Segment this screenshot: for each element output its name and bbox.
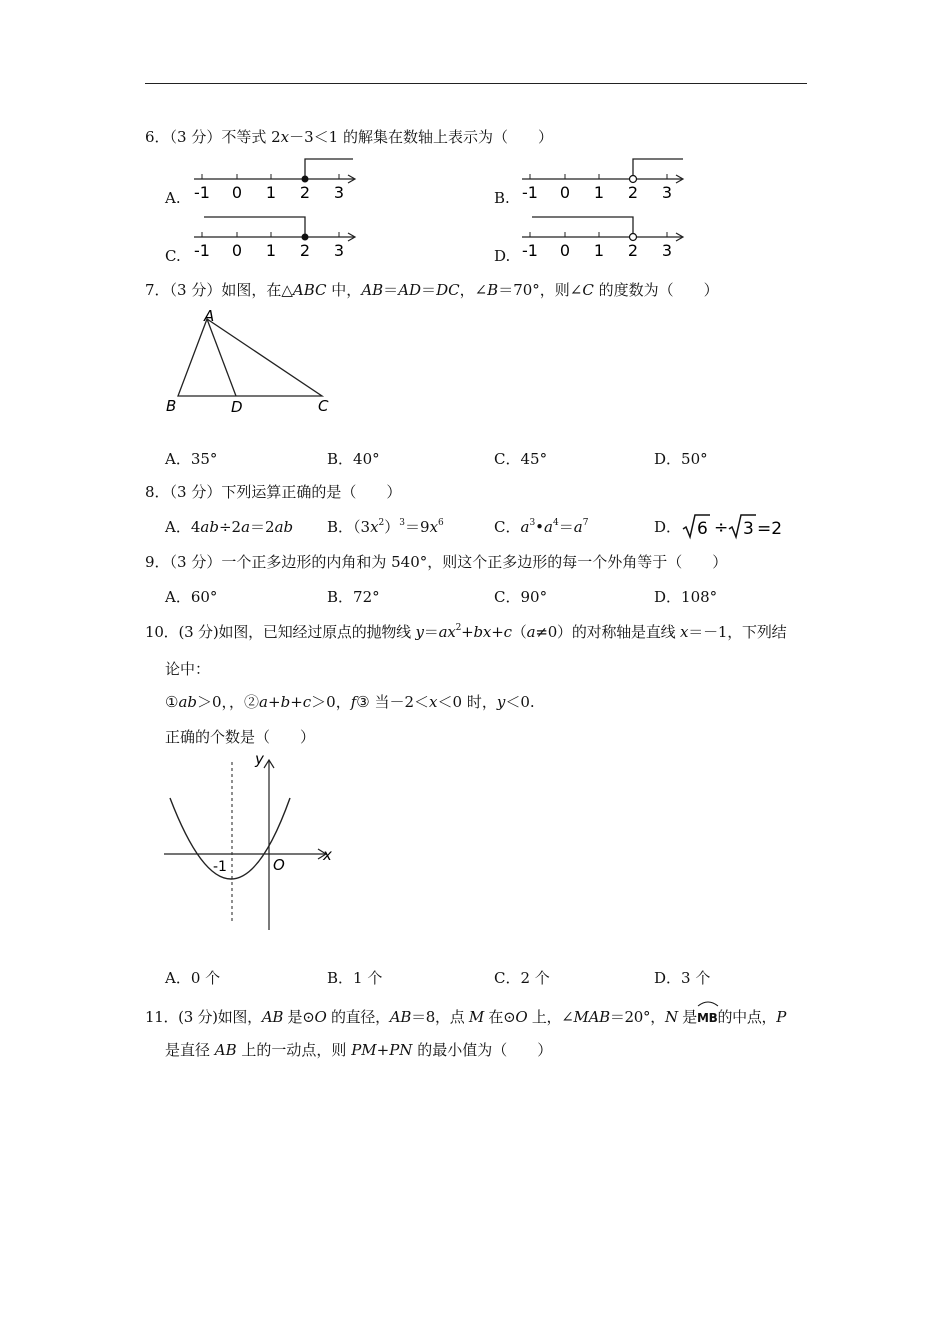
q6-number-line-b bbox=[518, 150, 693, 202]
q6-number-line-c bbox=[190, 208, 365, 260]
vertex-b-label: B bbox=[166, 397, 177, 415]
parabola-curve bbox=[170, 798, 290, 879]
tick-label: 3 bbox=[333, 183, 345, 202]
q10-option-c: C．2 个 bbox=[494, 969, 550, 987]
tick-label: 0 bbox=[559, 241, 571, 260]
tick-label: 2 bbox=[299, 241, 311, 260]
q6-stem: 6．（3 分）不等式 2x－3＜1 的解集在数轴上表示为（ ） bbox=[145, 128, 553, 146]
q8-option-d: D． bbox=[654, 518, 682, 536]
tick-label: -1 bbox=[522, 241, 538, 260]
tick-label: 1 bbox=[265, 183, 277, 202]
q7-option-d: D．50° bbox=[654, 450, 708, 468]
q8-option-b: B．$(3x^2)^3=9x^6$ bbox=[327, 518, 444, 536]
header-rule bbox=[145, 83, 807, 84]
q10-option-d: D．3 个 bbox=[654, 969, 711, 987]
tick-label: 2 bbox=[627, 183, 639, 202]
q6-number-line-a bbox=[190, 150, 365, 202]
q10-stem-line-2: 论中： bbox=[165, 660, 211, 678]
tick-label: 3 bbox=[333, 241, 345, 260]
tick-label: -1 bbox=[194, 183, 210, 202]
tick-label: -1 bbox=[522, 183, 538, 202]
q8-stem: 8．（3 分）下列运算正确的是（ ） bbox=[145, 483, 402, 501]
arc-mb: MB bbox=[697, 1003, 718, 1028]
tick-label: 1 bbox=[593, 183, 605, 202]
tick-label: -1 bbox=[213, 859, 227, 875]
q6-option-a-label: A. bbox=[165, 189, 181, 207]
q9-option-b: B．72° bbox=[327, 588, 380, 606]
vertex-a-label: A bbox=[204, 307, 215, 325]
vertex-c-label: C bbox=[318, 397, 329, 415]
tick-label: 1 bbox=[593, 241, 605, 260]
q7-stem: 7．（3 分）如图，在△ABC 中，AB＝AD＝DC，∠B＝70°，则∠C 的度数为（ ） bbox=[145, 281, 719, 299]
q7-option-b: B．40° bbox=[327, 450, 380, 468]
q10-stem: 10．(3 分)如图，已知经过原点的抛物线 $y=ax^2+bx+c(a\ne 0)$的对称轴是直线 x＝－1，下列结 bbox=[145, 623, 787, 641]
q10-option-b: B．1 个 bbox=[327, 969, 383, 987]
q10-statements: ①ab＞0，，②a+b+c＞0，f③ 当－2＜x＜0 时，y＜0. bbox=[165, 693, 535, 711]
radicand: 3 bbox=[743, 519, 754, 539]
q10-parabola-graph bbox=[160, 750, 340, 935]
y-axis-label: y bbox=[255, 750, 264, 768]
result: =2 bbox=[757, 519, 782, 539]
tick-label: 0 bbox=[559, 183, 571, 202]
radicand: 6 bbox=[697, 519, 708, 539]
tick-label: 0 bbox=[231, 241, 243, 260]
q7-option-a: A．35° bbox=[165, 450, 218, 468]
q8-option-c: C．$a^3•a^4=a^7$ bbox=[494, 518, 589, 536]
tick-label: 1 bbox=[265, 241, 277, 260]
divide-sign: ÷ bbox=[714, 518, 729, 538]
q7-option-c: C．45° bbox=[494, 450, 548, 468]
q10-option-a: A．0 个 bbox=[165, 969, 221, 987]
vertex-d-label: D bbox=[231, 398, 243, 416]
q8-option-d-sqrt-expression bbox=[680, 512, 782, 540]
tick-label: 3 bbox=[661, 183, 673, 202]
tick-label: 0 bbox=[231, 183, 243, 202]
x-axis-label: x bbox=[323, 846, 332, 864]
tick-label: 2 bbox=[627, 241, 639, 260]
q11-stem-line-2: 是直径 AB 上的一动点，则 PM+PN 的最小值为（ ） bbox=[165, 1041, 553, 1059]
q6-option-b-label: B. bbox=[494, 189, 510, 207]
q6-number-line-d bbox=[518, 208, 693, 260]
q10-count-prompt: 正确的个数是（ ） bbox=[165, 728, 316, 746]
tick-label: 3 bbox=[661, 241, 673, 260]
q6-option-d-label: D. bbox=[494, 247, 511, 265]
q9-option-a: A．60° bbox=[165, 588, 218, 606]
q9-stem: 9．（3 分）一个正多边形的内角和为 540°，则这个正多边形的每一个外角等于（ ） bbox=[145, 553, 728, 571]
q7-triangle-figure bbox=[160, 305, 340, 420]
q9-option-c: C．90° bbox=[494, 588, 548, 606]
q8-option-a: A．4ab÷2a＝2ab bbox=[165, 518, 294, 536]
q9-option-d: D．108° bbox=[654, 588, 718, 606]
tick-label: -1 bbox=[194, 241, 210, 260]
tick-label: 2 bbox=[299, 183, 311, 202]
q11-stem: 11．(3 分)如图，AB 是⊙O 的直径，AB＝8，点 M 在⊙O 上，∠MAB＝20°，N 是 MB的中点，P bbox=[145, 1003, 786, 1028]
origin-label: O bbox=[273, 856, 285, 874]
arc-icon bbox=[697, 1001, 719, 1007]
q6-option-c-label: C. bbox=[165, 247, 181, 265]
